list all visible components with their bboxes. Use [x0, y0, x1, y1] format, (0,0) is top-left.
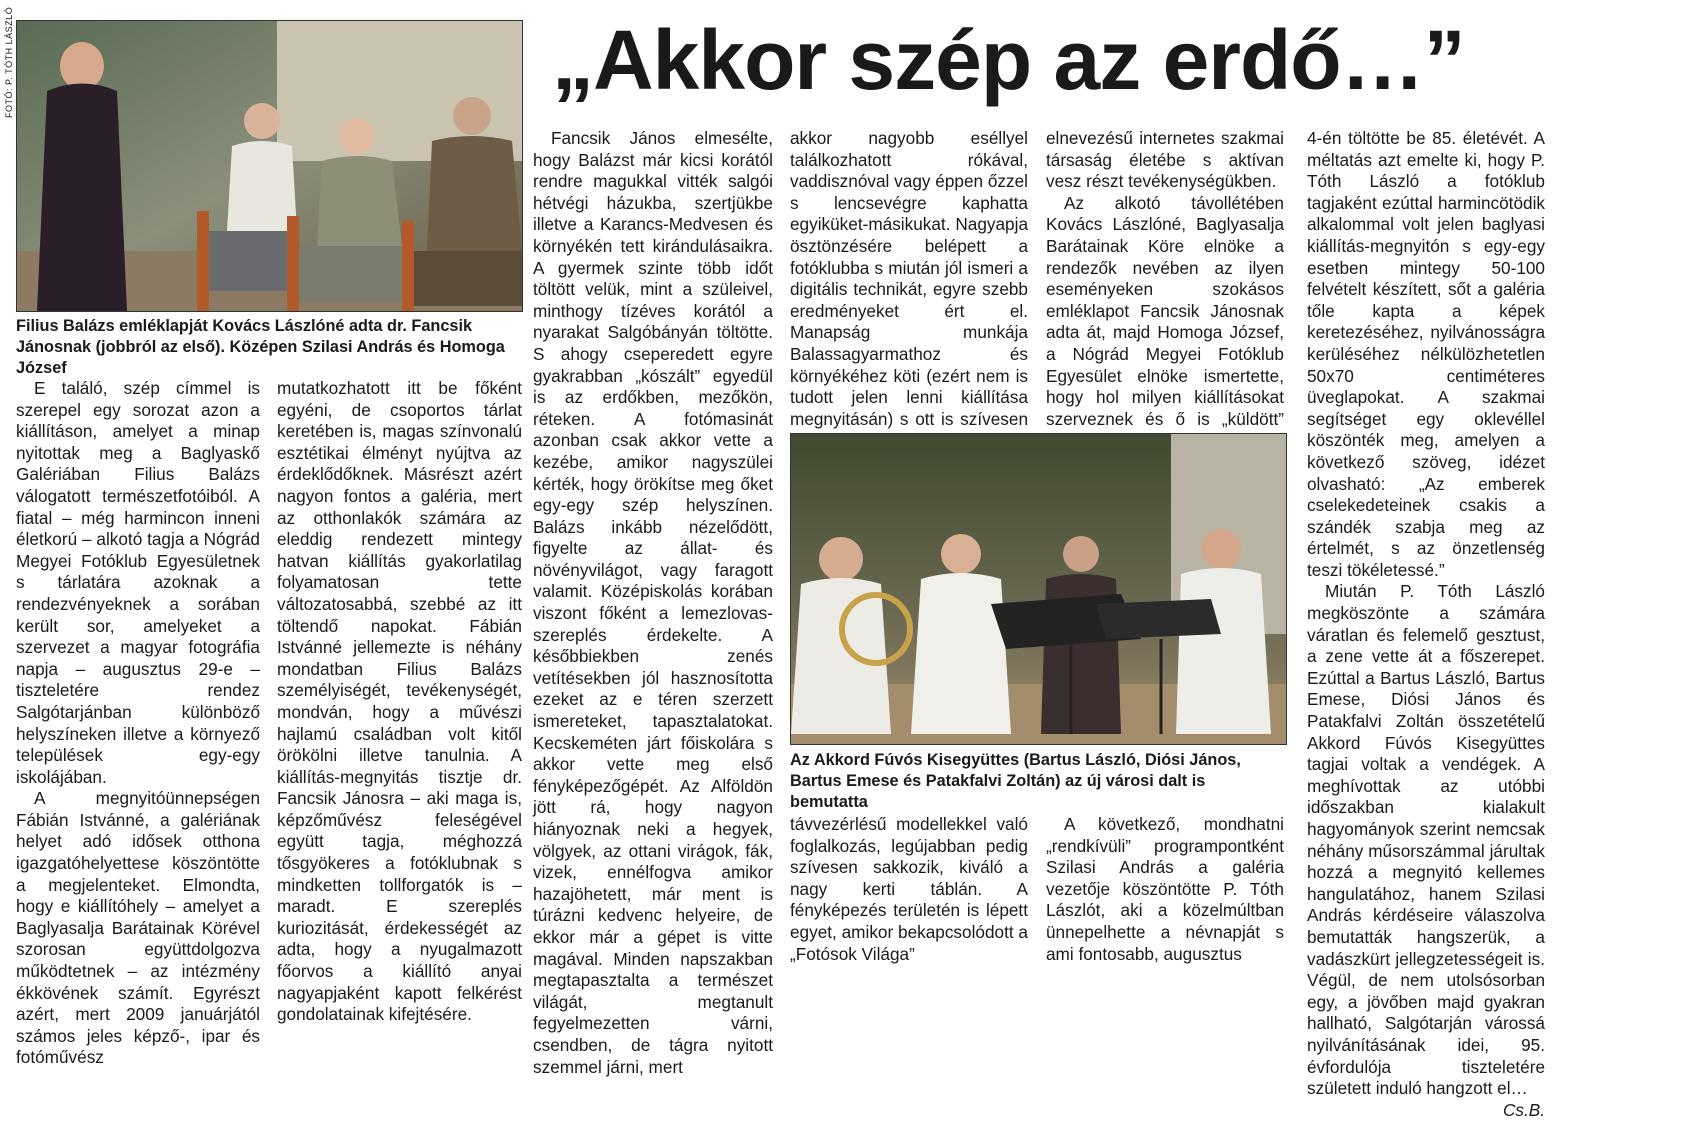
- article-column-5-top: [1046, 128, 1284, 474]
- article-column-1: [16, 378, 260, 1069]
- article-column-6: [1307, 128, 1545, 1121]
- photo2-caption: Az Akkord Fúvós Kisegyüttes (Bartus László, Diósi János, Bartus Emese és Patakfalvi Zoltán) az új városi dalt is bemutatta: [790, 751, 1241, 811]
- paragraph: A megnyitóünnepségen Fábián Istvánné, a galériának helyet adó idősek otthona igazgatóhelyettese köszöntötte a megjelenteket. Elmondta, hogy e kiállítóhely – amelyet a Baglyasalja Barátainak Körével szorosan együttdolgozva működtetnek – az intézmény ékkövének számít. Egyrészt azért, mert 2009 januárjától számos jeles képző-, ipar és fotóművész: [16, 788, 260, 1068]
- author-signature: Cs.B.: [1502, 1099, 1545, 1120]
- paragraph: Fancsik János elmesélte, hogy Balázst már kicsi korától rendre magukkal vitték salgói hétvégi házukba, szertjükbe illetve a Karancs-Medvesen és környékén tett kirándulásaikra. A gyermek szinte több időt töltött velük, mint a szüleivel, minthogy tízéves korától a nyarakat Salgóbányán töltötte. S ahogy cseperedett egyre gyakrabban „kószált” egyedül is az erdőkben, mezőkön, réteken. A fotómasinát azonban csak akkor vette a kezébe, amikor nagyszülei kérték, hogy örökítse meg őket egy-egy szép helyszínen. Balázs inkább nézelődött, figyelte az állat- és növényvilágot, vagy faragott valamit. Középiskolás korában viszont főként a lemezlovas-szereplés érdekelte. A későbbiekben zenés vetítésekben jól hasznosította ezeket az e téren szerzett ismereteket, tapasztalatokat. Kecskeméten járt főiskolára s akkor vette meg első fényképezőgépét. Az Alföldön jött rá, hogy nagyon hiányoznak neki a hegyek, völgyek, az ottani virágok, fák, vizek, ennélfogva amikor hazajöhetett, már ment is túrázni kedvenc helyeire, de ekkor már a gépet is vitte magával. Minden napszakban megtapasztalta a természet világát, megtanult fegyelmezetten várni, csendben, de tágra nyitott szemmel járni, mert: [533, 128, 773, 1077]
- article-column-3: [533, 128, 773, 1078]
- article-column-4-bottom: [790, 814, 1028, 965]
- opening-ceremony-image: [17, 21, 522, 311]
- headline: „Akkor szép az erdő…”: [552, 13, 1465, 107]
- paragraph: akkor nagyobb eséllyel találkozhatott rókával, vaddisznóval vagy éppen őzzel s lencsevégre kaphatta egyiküket-másikukat. Nagyapja ösztönzésére belépett a fotóklubba s miután jól ismeri a digitális technikát, egyre szebb eredményeket ért el. Manapság munkája Balassagyarmathoz és környékéhez köti (ezért nem is tudott jelen lenni kiállítása megnyitásán) s ott is szívesen: [790, 128, 1028, 429]
- article-column-5-bottom: [1046, 814, 1284, 965]
- paragraph: 4-én töltötte be 85. életévét. A méltatás azt emelte ki, hogy P. Tóth László a fotóklub tagjaként ezúttal harmincötödik alkalommal volt jelen baglyasi kiállítás-megnyitón s egy-egy esetben mintegy 50-100 felvételt készített, sőt a galéria tőle kapta a képek keretezéséhez, nyilvánosságra kerüléséhez nélkülözhetetlen 50x70 centiméteres üveglapokat. A szakmai segítséget egy oklevéllel köszönték meg, amelyen a következő szöveg, idézet olvasható: „Az emberek cselekedeteinek csakis a szándék szabja meg az értelmét, s az önzetlenség teszi tökéletessé.”: [1307, 128, 1545, 580]
- photo-brass-ensemble: [790, 433, 1287, 745]
- paragraph: A következő, mondhatni „rendkívüli” programpontként Szilasi András a galéria vezetője köszöntötte P. Tóth Lászlót, aki a közelmúltban ünnepelhette a névnapját s ami fontosabb, augusztus: [1046, 814, 1284, 964]
- paragraph: Miután P. Tóth László megköszönte a számára váratlan és felemelő gesztust, a zene vette át a főszerepet. Ezúttal a Bartus László, Bartus Emese, Diósi János és Patakfalvi Zoltán összetételű Akkord Fúvós Kisegyüttes tagjai voltak a vendégek. A meghívottak az utóbbi időszakban kialakult hagyományok szerint nemcsak néhány műsorszámmal járultak hozzá a megnyitó kellemes hangulatához, hanem Szilasi András kérdéseire válaszolva bemutatták hangszerük, a vadászkürt jellegzetességeit is. Végül, de nem utolsósorban egy, a jövőben majd gyakran hallható, Salgótarján várossá nyilvánításának idei, 95. évfordulója tiszteletére született induló hangzott el…: [1307, 581, 1545, 1099]
- photo-credit: FOTÓ: P. TÓTH LÁSZLÓ: [4, 6, 14, 118]
- paragraph: Az alkotó távollétében Kovács Lászlóné, Baglyasalja Barátainak Köre elnöke a rendezők nevében az ilyen eseményeken szokásos emléklapot Fancsik Jánosnak adta át, majd Homoga József, a Nógrád Megyei Fotóklub Egyesület elnöke ismertette, hogy hol milyen kiállításokat szerveznek és ő is „küldött”: [1046, 192, 1284, 429]
- paragraph: távvezérlésű modellekkel való foglalkozás, legújabban pedig szívesen sakkozik, kiváló a nagy kerti táblán. A fényképezés területén is lépett egyet, amikor bekapcsolódott a „Fotósok Világa”: [790, 814, 1028, 964]
- photo1-caption: Filius Balázs emléklapját Kovács Lászlóné adta dr. Fancsik Jánosnak (jobbról az első). Középen Szilasi András és Homoga József: [16, 317, 505, 377]
- paragraph: mutatkozhatott itt be főként egyéni, de csoportos tárlat keretében is, magas színvonalú esztétikai élményt nyújtva az érdeklődőknek. Másrészt azért nagyon fontos a galéria, mert az otthonlakók számára az eleddig rendezett mintegy hatvan kiállítás gyakorlatilag folyamatosan tette változatosabbá, szebbé az itt töltendő napokat. Fábián Istvánné jellemezte is néhány mondatban Filius Balázs személyiségét, tevékenységét, mondván, hogy a művészi hajlamú családban volt kitől örökölni illetve tanulnia. A kiállítás-megnyitás tisztje dr. Fancsik Jánosra – aki maga is, képzőművész feleségével együtt tagja, méghozzá tősgyökeres a fotóklubnak s mindketten tollforgatók is – maradt. E szereplés kuriozitását, érdekességét az adta, hogy a nyugalmazott főorvos a kiállító anyai nagyapjaként kapott felkérést gondolatainak kifejtésére.: [277, 378, 522, 1025]
- photo-opening-ceremony: [16, 20, 523, 312]
- article-column-2: [277, 378, 522, 1026]
- paragraph: E találó, szép címmel is szerepel egy sorozat azon a kiállításon, amelyet a minap nyitottak meg a Baglyaskő Galériában Filius Balázs válogatott természetfotóiból. A fiatal – még harmincon inneni életkorú – alkotó tagja a Nógrád Megyei Fotóklub Egyesületnek s tárlatára azoknak a rendezvényeknek a sorában került sor, amelyeket a szervezet a magyar fotográfia napja – augusztus 29-e – tiszteletére rendez Salgótarjánban különböző helyszíneken illetve a környező települések egy-egy iskolájában.: [16, 378, 260, 787]
- brass-ensemble-image: [791, 434, 1286, 744]
- paragraph: elnevezésű internetes szakmai társaság életébe s aktívan vesz részt tevékenységükben.: [1046, 128, 1284, 192]
